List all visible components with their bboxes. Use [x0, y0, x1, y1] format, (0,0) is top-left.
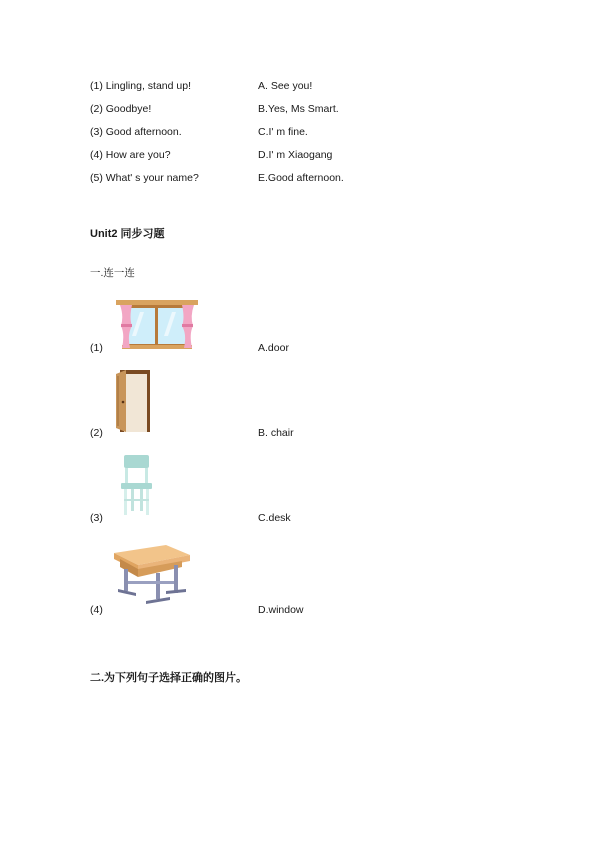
dialogue-left-1: (1) Lingling, stand up!	[90, 80, 191, 92]
desk-picture	[108, 543, 192, 611]
dialogue-right-d: D.I' m Xiaogang	[258, 149, 333, 161]
item-3-number: (3)	[90, 512, 103, 524]
section1-title: 一.连一连	[90, 267, 135, 279]
unit-title: Unit2 同步习题	[90, 228, 165, 240]
option-c-desk: C.desk	[258, 512, 291, 524]
option-d-window: D.window	[258, 604, 304, 616]
option-b-chair: B. chair	[258, 427, 294, 439]
dialogue-right-a: A. See you!	[258, 80, 313, 92]
dialogue-left-5: (5) What' s your name?	[90, 172, 199, 184]
item-4-number: (4)	[90, 604, 103, 616]
window-picture	[116, 300, 198, 352]
dialogue-right-b: B.Yes, Ms Smart.	[258, 103, 339, 115]
door-picture	[116, 370, 150, 432]
dialogue-left-2: (2) Goodbye!	[90, 103, 152, 115]
dialogue-left-4: (4) How are you?	[90, 149, 171, 161]
option-a-door: A.door	[258, 342, 289, 354]
dialogue-right-e: E.Good afternoon.	[258, 172, 344, 184]
dialogue-left-3: (3) Good afternoon.	[90, 126, 182, 138]
dialogue-right-c: C.I' m fine.	[258, 126, 308, 138]
item-2-number: (2)	[90, 427, 103, 439]
item-1-number: (1)	[90, 342, 103, 354]
chair-picture	[121, 455, 153, 517]
section2-title: 二.为下列句子选择正确的图片。	[90, 672, 248, 684]
